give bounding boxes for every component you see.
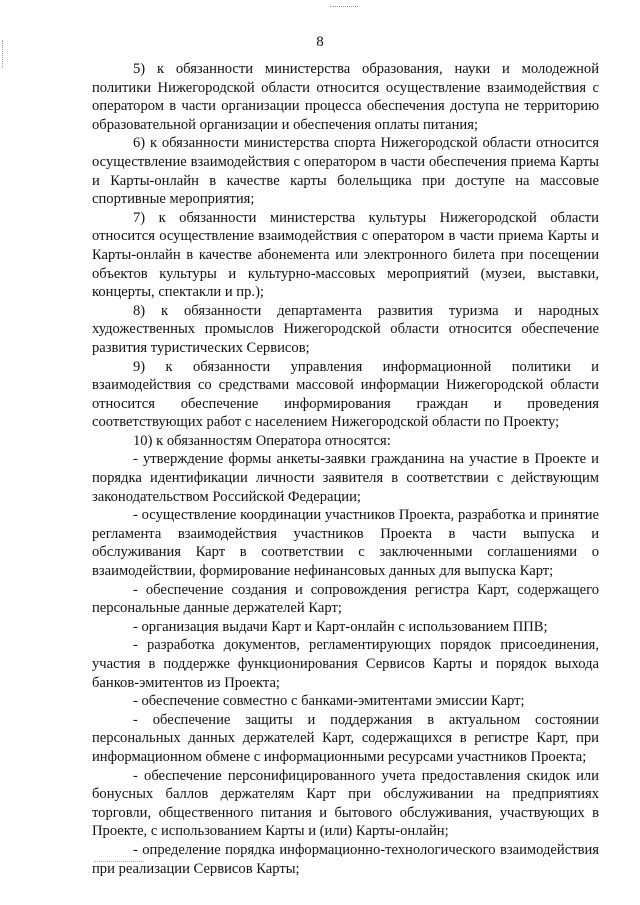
paragraph-item-9: 9) к обязанности управления информационной политики и взаимодействия со средствами массовой информации Нижегородской области относится обеспечение информирования граждан и проведения соответствующих работ с населением Нижегородской области по Проекту; [92,358,599,431]
paragraph-item-5: 5) к обязанности министерства образования, науки и молодежной политики Нижегородской области относится осуществление взаимодействия с оператором в части организации процесса обеспечения доступа не территорию образовательной организации и обеспечения оплаты питания; [92,61,599,133]
operator-duty-discount-accounting: - обеспечение персонифицированного учета предоставления скидок или бонусных баллов держателям Карт при обслуживании на предприятиях торговли, общественного питания и бытового обслуживания, участвующих в Проекте, с использованием Карты и (или) Карты-онлайн; [92,767,599,840]
document-body [92,60,599,878]
operator-duty-card-register: - обеспечение создания и сопровождения регистра Карт, содержащего персональные данные держателей Карт; [92,581,599,617]
page-number: 8 [316,34,324,50]
paragraph-item-8: 8) к обязанности департамента развития туризма и народных художественных промыслов Нижегородской области относится обеспечение развития туристических Сервисов; [92,302,599,356]
operator-duty-coordination: - осуществление координации участников Проекта, разработка и принятие регламента взаимодействия участников Проекта в части выпуска и обслуживания Карт в соответствии с заключенными соглашениями о взаимодействии, формирование нефинансовых данных для выпуска Карт; [92,507,599,580]
operator-duty-application-form: - утверждение формы анкеты-заявки гражданина на участие в Проекте и порядка идентификации личности заявителя в соответствии с действующим законодательством Российской Федерации; [92,451,599,505]
scan-artifact-bottom [94,861,144,863]
paragraph-item-6: 6) к обязанности министерства спорта Нижегородской области относится осуществление взаимодействия с оператором в части обеспечения приема Карты и Карты-онлайн в качестве карты болельщика при доступе на массовые спортивные мероприятия; [92,135,599,208]
scan-artifact-top [330,6,358,8]
paragraph-item-7: 7) к обязанности министерства культуры Нижегородской области относится осуществление взаимодействия с оператором в части приема Карты и Карты-онлайн в качестве абонемента или электронного билета при посещении объектов культуры и культурно-массовых мероприятий (музеи, выставки, концерты, спектакли и пр.); [92,209,599,301]
paragraph-item-10-heading: 10) к обязанностям Оператора относятся: [133,432,391,449]
operator-duty-emission: - обеспечение совместно с банками-эмитентами эмиссии Карт; [133,693,525,710]
operator-duty-card-issuance: - организация выдачи Карт и Карт-онлайн с использованием ППВ; [133,618,548,635]
operator-duty-it-interaction: - определение порядка информационно-технологического взаимодействия при реализации Сервисов Карты; [92,841,599,877]
operator-duty-data-protection: - обеспечение защиты и поддержания в актуальном состоянии персональных данных держателей Карт, содержащихся в регистре Карт, при информационном обмене с информационными ресурсами участников Проекта; [92,711,599,765]
operator-duty-documents: - разработка документов, регламентирующих порядок присоединения, участия в поддержке функционирования Сервисов Карты и порядок выхода банков-эмитентов из Проекта; [92,637,599,691]
